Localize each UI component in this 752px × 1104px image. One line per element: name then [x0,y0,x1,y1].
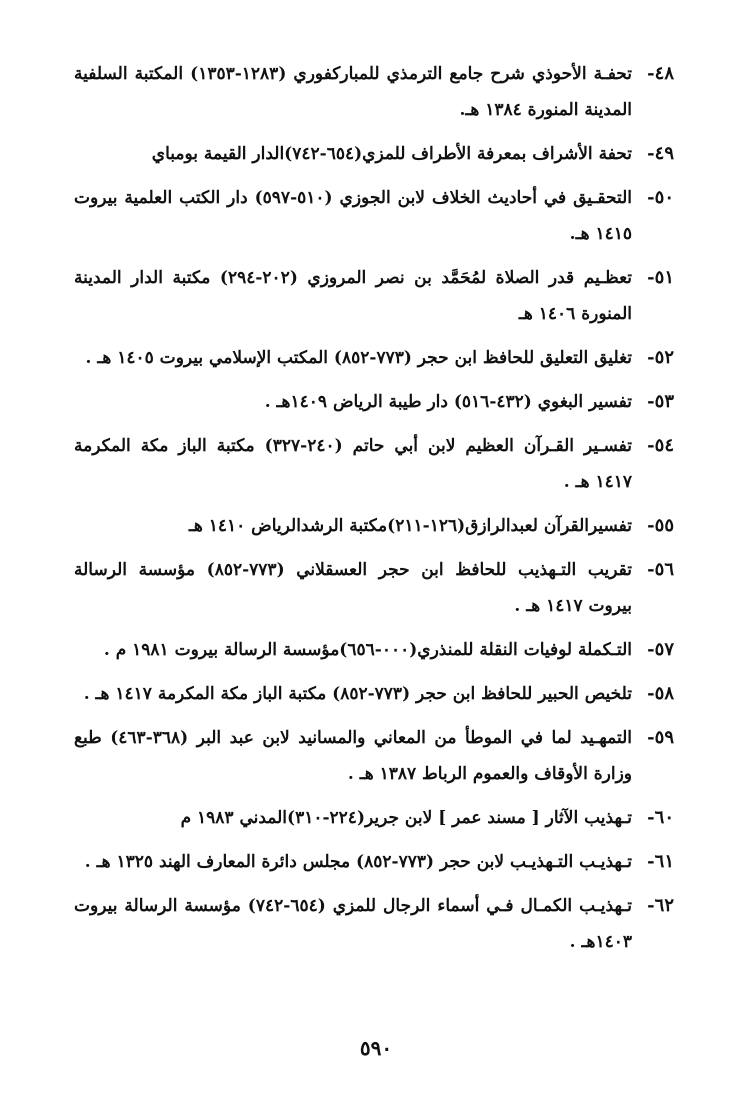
entry-text: تـهذيب الآثار [ مسند عمر ] لابن جرير(٢٢٤-٣١٠)المدني ١٩٨٣ م [180,808,632,828]
entry-text: تحفة الأشراف بمعرفة الأطراف للمزي(٦٥٤-٧٤٢)الدار القيمة بومباي [151,144,632,164]
entry-number: ٤٨- [647,63,674,84]
bibliography-entry [74,136,674,172]
entry-number: ٦١- [647,851,674,872]
entry-number: ٥٤- [647,435,674,456]
entry-number: ٥٥- [647,515,674,536]
entry-number: ٥٣- [647,391,674,412]
entry-text: التـكملة لوفيات النقلة للمنذري(٠٠٠-٦٥٦)مؤسسة الرسالة بيروت ١٩٨١ م . [103,640,632,660]
bibliography-entry [74,384,674,420]
entry-number: ٥٠- [647,187,674,208]
bibliography-entry [74,844,674,880]
entry-number: ٥٨- [647,683,674,704]
page-number: ٥٩٠ [359,1036,393,1060]
entry-text: تفسـير القـرآن العظيم لابن أبي حاتم (٢٤٠-٣٢٧) مكتبة الباز مكة المكرمة ١٤١٧ هـ . [74,436,632,492]
entry-text: تـهذيـب التـهذيـب لابن حجر (٧٧٣-٨٥٢) مجلس دائرة المعارف الهند ١٣٢٥ هـ . [84,852,632,872]
entry-text: تفسيرالقرآن لعبدالرازق(١٢٦-٢١١)مكتبة الرشدالرياض ١٤١٠ هـ [188,516,632,536]
bibliography-entry [74,552,674,624]
bibliography-entry [74,428,674,500]
bibliography-entry [74,888,674,960]
entry-number: ٥٩- [647,727,674,748]
bibliography-entry [74,56,674,128]
entry-text: التمهـيد لما في الموطأ من المعاني والمسانيد لابن عبد البر (٣٦٨-٤٦٣) طبع وزارة الأوقاف والعموم الرباط ١٣٨٧ هـ . [74,728,632,784]
entry-number: ٦٠- [647,807,674,828]
entry-text: تلخيص الحبير للحافظ ابن حجر (٧٧٣-٨٥٢) مكتبة الباز مكة المكرمة ١٤١٧ هـ . [83,684,632,704]
entry-number: ٤٩- [647,143,674,164]
entry-text: تعظـيم قدر الصلاة لمُحَمَّد بن نصر المروزي (٢٠٢-٢٩٤) مكتبة الدار المدينة المنورة ١٤٠٦ هـ [74,268,633,324]
bibliography-entry [74,260,674,332]
bibliography-entry [74,676,674,712]
entry-number: ٥٧- [647,639,674,660]
entry-text: تفسير البغوي (٤٣٢-٥١٦) دار طيبة الرياض ١٤٠٩هـ . [264,392,632,412]
entry-number: ٥٢- [647,347,674,368]
bibliography-entry [74,720,674,792]
entry-text: تـهذيـب الكمـال فـي أسماء الرجال للمزي (٦٥٤-٧٤٢) مؤسسة الرسالة بيروت ١٤٠٣هـ . [74,896,633,952]
entry-text: تقريب التـهذيب للحافظ ابن حجر العسقلاني (٧٧٣-٨٥٢) مؤسسة الرسالة بيروت ١٤١٧ هـ . [74,560,632,616]
entry-text: تحفـة الأحوذي شرح جامع الترمذي للمباركفوري (١٢٨٣-١٣٥٣) المكتبة السلفية المدينة المنورة ١٣٨٤ هـ. [74,64,632,120]
entry-text: تغليق التعليق للحافظ ابن حجر (٧٧٣-٨٥٢) المكتب الإسلامي بيروت ١٤٠٥ هـ . [85,348,632,368]
bibliography-entry [74,800,674,836]
entry-number: ٥٦- [647,559,674,580]
entry-text: التحقـيق في أحاديث الخلاف لابن الجوزي (٥١٠-٥٩٧) دار الكتب العلمية بيروت ١٤١٥ هـ. [74,188,632,244]
entry-number: ٥١- [647,267,674,288]
bibliography-entry [74,340,674,376]
bibliography-entry [74,632,674,668]
bibliography-list [74,56,674,968]
bibliography-entry [74,508,674,544]
entry-number: ٦٢- [647,895,674,916]
bibliography-entry [74,180,674,252]
